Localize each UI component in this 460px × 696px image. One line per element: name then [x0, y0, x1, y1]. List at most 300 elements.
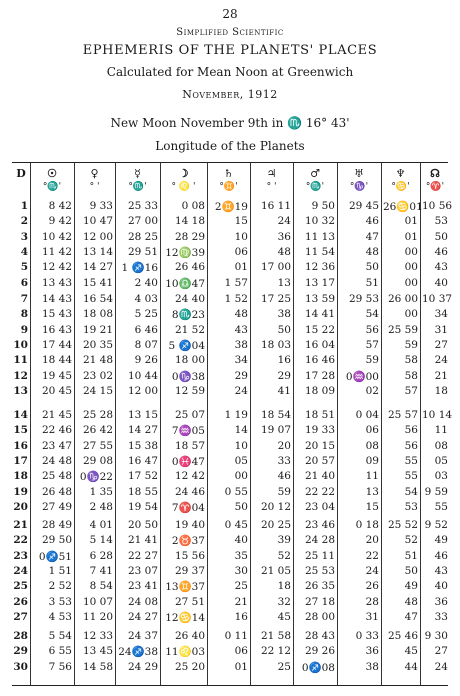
cell-mercury: 25 33 [127, 200, 158, 212]
cell-mars: 18 09 [304, 384, 335, 397]
cell-uranus: 15 [365, 500, 379, 513]
cell-neptune: 00 [404, 276, 418, 289]
cell-jupiter: 38 [277, 308, 291, 321]
cell-jupiter: 59 [277, 485, 291, 498]
cell-moon: 25 07 [174, 409, 205, 421]
cell-node: 03 [434, 470, 448, 483]
header-line3: Calculated for Mean Noon at Greenwich [106, 65, 354, 79]
cell-neptune: 49 [404, 580, 418, 593]
cell-sun: 6 55 [48, 645, 72, 658]
cell-day: 23 [13, 549, 28, 562]
cell-sun: 24 48 [41, 454, 72, 467]
cell-neptune: 25 46 [387, 630, 418, 642]
cell-day: 18 [13, 470, 28, 483]
column-header-mercury: ☿ [134, 167, 141, 180]
cell-jupiter: 16 11 [260, 200, 291, 212]
cell-neptune: 53 [404, 500, 418, 513]
cell-mercury: 10 44 [127, 369, 158, 382]
table-row [0, 370, 460, 384]
cell-mars: 21 40 [304, 470, 335, 483]
cell-mars: 11 54 [304, 245, 335, 258]
cell-jupiter: 18 03 [260, 338, 291, 351]
cell-jupiter: 33 [277, 454, 291, 467]
cell-moon: 12 42 [174, 470, 205, 483]
cell-mercury: 19 54 [127, 500, 158, 513]
cell-sun: 26 48 [41, 485, 72, 498]
cell-uranus: 48 [365, 245, 379, 258]
column-subheader-mercury: °♏' [128, 182, 147, 192]
cell-saturn: 1 52 [224, 293, 248, 305]
cell-neptune: 25 57 [387, 409, 418, 421]
cell-uranus: 11 [365, 470, 379, 483]
cell-mars: 19 33 [304, 424, 335, 437]
cell-saturn: 1 57 [224, 276, 248, 289]
cell-day: 27 [13, 610, 28, 623]
cell-mars: 16 04 [304, 338, 335, 351]
cell-node: 10 14 [422, 409, 453, 421]
cell-mars: 26 35 [304, 580, 335, 593]
cell-day: 19 [13, 485, 28, 498]
table-row [0, 246, 460, 260]
cell-venus: 29 08 [82, 454, 113, 467]
cell-moon: 29 37 [174, 564, 205, 577]
cell-sun: 14 43 [41, 293, 72, 305]
cell-sun: 7 56 [48, 660, 72, 673]
cell-sun: 13 43 [41, 276, 72, 289]
cell-uranus: 13 [365, 485, 379, 498]
cell-mercury: 16 47 [127, 454, 158, 467]
cell-saturn: 1 19 [224, 409, 248, 421]
cell-sun: 28 49 [41, 519, 72, 531]
cell-saturn: 35 [234, 549, 248, 562]
header-title: EPHEMERIS OF THE PLANETS' PLACES [82, 43, 378, 58]
cell-moon: 13♊37 [165, 581, 205, 594]
cell-sun: 4 53 [48, 610, 72, 623]
cell-moon: 26 46 [174, 261, 205, 274]
cell-saturn: 30 [234, 564, 248, 577]
cell-venus: 19 21 [82, 323, 113, 336]
cell-neptune: 00 [404, 261, 418, 274]
table-row [0, 534, 460, 548]
cell-jupiter: 48 [277, 245, 291, 258]
cell-venus: 13 45 [82, 645, 113, 658]
column-header-uranus: ♅ [354, 167, 364, 180]
cell-uranus: 28 [365, 595, 379, 608]
cell-node: 10 56 [422, 200, 453, 212]
cell-mercury: 17 52 [127, 470, 158, 483]
cell-sun: 1 51 [48, 564, 72, 577]
column-subheader-uranus: °♑' [349, 182, 369, 192]
table-row [0, 630, 460, 644]
cell-venus: 1 35 [89, 485, 113, 498]
cell-jupiter: 46 [277, 470, 291, 483]
column-subheader-moon: ° ♌ ' [171, 182, 196, 192]
column-header-saturn: ♄ [223, 167, 234, 180]
cell-mars: 16 46 [304, 354, 335, 367]
cell-neptune: 26 00 [387, 293, 418, 305]
cell-mercury: 5 25 [134, 308, 158, 321]
table-row [0, 277, 460, 291]
column-header-jupiter: ♃ [266, 167, 277, 180]
cell-venus: 9 33 [89, 200, 113, 212]
header-month: November, 1912 [182, 88, 278, 101]
cell-mercury: 9 26 [134, 354, 158, 367]
cell-day: 8 [20, 308, 28, 321]
cell-mercury: 24 37 [127, 630, 158, 642]
cell-moon: 18 00 [174, 354, 205, 367]
cell-node: 08 [434, 439, 448, 452]
cell-mars: 28 43 [304, 630, 335, 642]
cell-uranus: 08 [365, 439, 379, 452]
cell-neptune: 26♋01 [383, 201, 423, 213]
cell-moon: 27 51 [174, 595, 205, 608]
table-row [0, 501, 460, 515]
cell-node: 40 [434, 276, 448, 289]
cell-day: 29 [13, 645, 28, 658]
cell-saturn: 15 [234, 215, 248, 228]
cell-moon: 18 57 [174, 439, 205, 452]
cell-jupiter: 21 58 [260, 630, 291, 642]
cell-neptune: 55 [404, 470, 418, 483]
cell-venus: 7 41 [89, 564, 113, 577]
cell-saturn: 0 55 [224, 485, 248, 498]
cell-venus: 11 20 [82, 610, 113, 623]
cell-moon: 28 29 [174, 230, 205, 243]
cell-uranus: 57 [365, 338, 379, 351]
cell-day: 3 [20, 230, 28, 243]
cell-jupiter: 21 05 [260, 564, 291, 577]
cell-mars: 0♐08 [301, 661, 335, 674]
cell-neptune: 50 [404, 564, 418, 577]
cell-jupiter: 36 [277, 230, 291, 243]
cell-venus: 23 02 [82, 369, 113, 382]
table-row [0, 596, 460, 610]
cell-jupiter: 19 07 [260, 424, 291, 437]
cell-day: 1 [20, 200, 28, 212]
cell-venus: 18 08 [82, 308, 113, 321]
cell-venus: 25 28 [82, 409, 113, 421]
cell-mars: 15 22 [304, 323, 335, 336]
table-row [0, 661, 460, 675]
column-header-sun: ☉ [47, 167, 57, 180]
cell-saturn: 24 [234, 384, 248, 397]
cell-day: 12 [13, 369, 28, 382]
cell-sun: 25 48 [41, 470, 72, 483]
cell-uranus: 38 [365, 660, 379, 673]
cell-day: 10 [13, 338, 28, 351]
cell-moon: 0♓47 [171, 455, 205, 468]
cell-mars: 24 28 [304, 534, 335, 547]
cell-moon: 24 40 [174, 293, 205, 305]
table-row [0, 611, 460, 625]
new-moon-note: New Moon November 9th in ♏ 16° 43' [110, 116, 350, 130]
cell-uranus: 20 [365, 534, 379, 547]
table-row [0, 486, 460, 500]
cell-node: 9 52 [424, 519, 448, 531]
cell-mars: 25 11 [304, 549, 335, 562]
cell-node: 40 [434, 580, 448, 593]
table-subtitle: Longitude of the Planets [155, 139, 305, 153]
cell-mercury: 14 27 [127, 424, 158, 437]
cell-jupiter: 18 54 [260, 409, 291, 421]
cell-day: 15 [13, 424, 28, 437]
cell-venus: 4 01 [89, 519, 113, 531]
cell-neptune: 00 [404, 245, 418, 258]
cell-day: 22 [13, 534, 28, 547]
table-bottom-rule [12, 685, 448, 686]
cell-node: 24 [434, 660, 448, 673]
column-header-day: D [16, 167, 26, 180]
cell-moon: 7♈04 [171, 501, 205, 514]
cell-saturn: 38 [234, 338, 248, 351]
cell-moon: 0 08 [181, 200, 205, 212]
cell-day: 9 [20, 323, 28, 336]
cell-uranus: 29 45 [348, 200, 379, 212]
table-row [0, 215, 460, 229]
table-row [0, 409, 460, 423]
cell-jupiter: 52 [277, 549, 291, 562]
cell-saturn: 0 45 [224, 519, 248, 531]
cell-venus: 20 35 [82, 338, 113, 351]
cell-mars: 9 50 [311, 200, 335, 212]
table-row [0, 324, 460, 338]
cell-saturn: 25 [234, 580, 248, 593]
cell-mars: 28 00 [304, 610, 335, 623]
cell-venus: 16 54 [82, 293, 113, 305]
cell-node: 53 [434, 215, 448, 228]
column-subheader-sun: °♏' [42, 182, 62, 192]
cell-mercury: 24 29 [127, 660, 158, 673]
cell-day: 5 [20, 261, 28, 274]
cell-jupiter: 17 00 [260, 261, 291, 274]
cell-saturn: 10 [234, 439, 248, 452]
cell-moon: 2♉37 [171, 535, 205, 548]
cell-mars: 11 13 [304, 230, 335, 243]
cell-mars: 10 32 [304, 215, 335, 228]
cell-jupiter: 39 [277, 534, 291, 547]
cell-node: 27 [434, 645, 448, 658]
cell-sun: 23 47 [41, 439, 72, 452]
cell-moon: 7♒05 [171, 425, 205, 438]
cell-neptune: 01 [404, 230, 418, 243]
cell-mars: 20 15 [304, 439, 335, 452]
cell-venus: 13 14 [82, 245, 113, 258]
cell-sun: 3 53 [48, 595, 72, 608]
cell-venus: 12 00 [82, 230, 113, 243]
cell-mars: 12 36 [304, 261, 335, 274]
cell-sun: 20 45 [41, 384, 72, 397]
cell-sun: 5 54 [48, 630, 72, 642]
cell-jupiter: 18 [277, 580, 291, 593]
cell-day: 14 [13, 409, 28, 421]
table-row [0, 308, 460, 322]
cell-node: 34 [434, 308, 448, 321]
cell-moon: 21 52 [174, 323, 205, 336]
cell-mercury: 23 07 [127, 564, 158, 577]
cell-mars: 27 18 [304, 595, 335, 608]
cell-day: 7 [20, 293, 28, 305]
cell-sun: 12 42 [41, 261, 72, 274]
column-header-neptune: ♆ [395, 167, 406, 180]
cell-moon: 10♎47 [165, 277, 205, 290]
cell-venus: 24 15 [82, 384, 113, 397]
table-row [0, 580, 460, 594]
cell-uranus: 0 33 [355, 630, 379, 642]
cell-venus: 26 42 [82, 424, 113, 437]
cell-node: 43 [434, 564, 448, 577]
cell-day: 28 [13, 630, 28, 642]
cell-sun: 19 45 [41, 369, 72, 382]
cell-jupiter: 20 [277, 439, 291, 452]
cell-neptune: 51 [404, 549, 418, 562]
cell-sun: 18 44 [41, 354, 72, 367]
table-row [0, 293, 460, 307]
cell-day: 4 [20, 245, 28, 258]
table-row [0, 200, 460, 214]
cell-saturn: 29 [234, 369, 248, 382]
cell-sun: 0♐51 [38, 550, 72, 563]
table-row [0, 645, 460, 659]
cell-uranus: 56 [365, 323, 379, 336]
cell-sun: 17 44 [41, 338, 72, 351]
cell-venus: 2 48 [89, 500, 113, 513]
cell-uranus: 26 [365, 580, 379, 593]
table-top-rule [12, 162, 448, 163]
cell-day: 6 [20, 276, 28, 289]
cell-jupiter: 25 [277, 660, 291, 673]
cell-sun: 2 52 [48, 580, 72, 593]
cell-mars: 23 04 [304, 500, 335, 513]
cell-day: 21 [13, 519, 28, 531]
cell-venus: 14 58 [82, 660, 113, 673]
cell-uranus: 46 [365, 215, 379, 228]
cell-venus: 8 54 [89, 580, 113, 593]
cell-mercury: 20 50 [127, 519, 158, 531]
cell-neptune: 47 [404, 610, 418, 623]
cell-mars: 13 59 [304, 293, 335, 305]
cell-venus: 10 07 [82, 595, 113, 608]
column-header-node: ☊ [430, 167, 440, 180]
cell-uranus: 31 [365, 610, 379, 623]
cell-jupiter: 45 [277, 610, 291, 623]
cell-node: 10 37 [422, 293, 453, 305]
cell-moon: 24 46 [174, 485, 205, 498]
cell-saturn: 06 [234, 245, 248, 258]
table-row [0, 565, 460, 579]
cell-mercury: 6 46 [134, 323, 158, 336]
header-line1: Simplified Scientific [176, 27, 284, 38]
cell-neptune: 56 [404, 424, 418, 437]
cell-saturn: 06 [234, 645, 248, 658]
cell-node: 49 [434, 534, 448, 547]
cell-moon: 0♑38 [171, 370, 205, 383]
cell-node: 9 59 [424, 485, 448, 498]
cell-uranus: 29 53 [348, 293, 379, 305]
column-subheader-saturn: °♊' [219, 182, 238, 192]
cell-saturn: 50 [234, 500, 248, 513]
cell-mercury: 15 38 [127, 439, 158, 452]
cell-uranus: 06 [365, 424, 379, 437]
cell-neptune: 56 [404, 439, 418, 452]
cell-jupiter: 41 [277, 384, 291, 397]
cell-mercury: 21 41 [127, 534, 158, 547]
cell-mercury: 29 51 [127, 245, 158, 258]
cell-node: 31 [434, 323, 448, 336]
cell-sun: 29 50 [41, 534, 72, 547]
cell-uranus: 0 04 [355, 409, 379, 421]
column-subheader-venus: ° ' [89, 182, 100, 192]
cell-jupiter: 22 12 [260, 645, 291, 658]
cell-venus: 12 33 [82, 630, 113, 642]
cell-saturn: 2♊19 [214, 201, 248, 213]
table-row [0, 519, 460, 533]
table-row [0, 339, 460, 353]
cell-node: 33 [434, 610, 448, 623]
cell-neptune: 55 [404, 454, 418, 467]
cell-node: 50 [434, 230, 448, 243]
cell-neptune: 58 [404, 369, 418, 382]
cell-moon: 5 ♐04 [168, 339, 205, 352]
cell-node: 24 [434, 354, 448, 367]
cell-day: 20 [13, 500, 28, 513]
cell-moon: 12♋14 [165, 611, 205, 624]
cell-day: 16 [13, 439, 28, 452]
table-row [0, 231, 460, 245]
cell-mars: 18 51 [304, 409, 335, 421]
cell-day: 24 [13, 564, 28, 577]
cell-neptune: 45 [404, 645, 418, 658]
cell-mercury: 27 00 [127, 215, 158, 228]
column-header-venus: ♀ [90, 167, 99, 180]
cell-jupiter: 20 12 [260, 500, 291, 513]
cell-node: 21 [434, 369, 448, 382]
cell-saturn: 16 [234, 610, 248, 623]
cell-day: 30 [13, 660, 28, 673]
cell-venus: 0♑22 [79, 471, 113, 484]
cell-mercury: 13 15 [127, 409, 158, 421]
cell-sun: 11 42 [41, 245, 72, 258]
cell-node: 11 [434, 424, 448, 437]
cell-saturn: 14 [234, 424, 248, 437]
cell-saturn: 10 [234, 230, 248, 243]
cell-neptune: 25 52 [387, 519, 418, 531]
cell-moon: 25 20 [174, 660, 205, 673]
page-number: 28 [222, 7, 238, 21]
cell-moon: 12 59 [174, 384, 205, 397]
cell-neptune: 52 [404, 534, 418, 547]
cell-node: 46 [434, 549, 448, 562]
cell-mercury: 28 25 [127, 230, 158, 243]
table-row [0, 440, 460, 454]
cell-uranus: 09 [365, 454, 379, 467]
cell-day: 26 [13, 595, 28, 608]
cell-moon: 8♏23 [171, 309, 205, 322]
cell-node: 18 [434, 384, 448, 397]
cell-neptune: 01 [404, 215, 418, 228]
cell-jupiter: 16 [277, 354, 291, 367]
cell-uranus: 47 [365, 230, 379, 243]
table-row [0, 424, 460, 438]
cell-node: 43 [434, 261, 448, 274]
cell-neptune: 48 [404, 595, 418, 608]
cell-mercury: 24 08 [127, 595, 158, 608]
cell-mars: 25 53 [304, 564, 335, 577]
cell-neptune: 54 [404, 485, 418, 498]
cell-uranus: 59 [365, 354, 379, 367]
cell-mercury: 1 ♐16 [121, 262, 158, 275]
cell-day: 17 [13, 454, 28, 467]
cell-uranus: 36 [365, 645, 379, 658]
